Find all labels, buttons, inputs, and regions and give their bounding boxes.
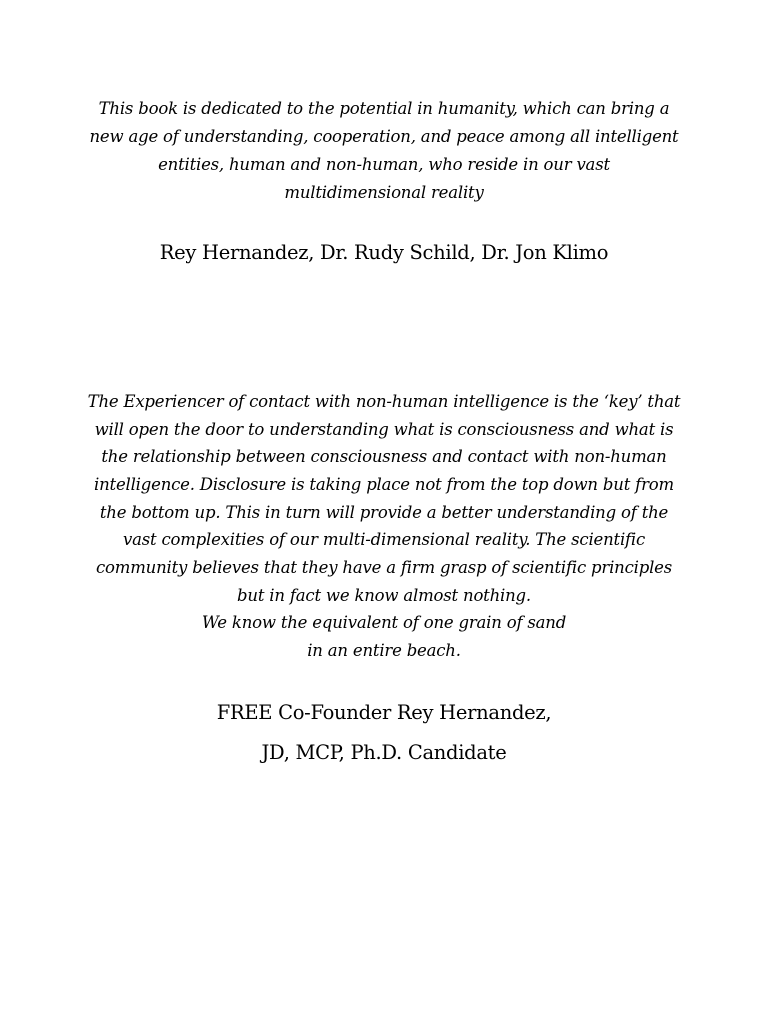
dedication-line: multidimensional reality xyxy=(284,183,484,202)
quote-line: community believes that they have a firm grasp of scientific principles xyxy=(96,558,672,577)
quote-line: The Experiencer of contact with non-human intelligence is the ‘key’ that xyxy=(87,392,681,411)
quote-line: intelligence. Disclosure is taking place not from the top down but from xyxy=(94,475,674,494)
quote-line: the bottom up. This in turn will provide a better understanding of the xyxy=(99,503,669,522)
dedication-line: This book is dedicated to the potential in humanity, which can bring a xyxy=(98,99,670,118)
quote-line: in an entire beach. xyxy=(307,641,461,660)
quote-line: but in fact we know almost nothing. xyxy=(237,586,531,605)
dedication-line: new age of understanding, cooperation, and peace among all intelligent xyxy=(89,127,679,146)
quote-line: We know the equivalent of one grain of sand xyxy=(201,613,567,632)
quote-line: the relationship between consciousness and contact with non-human xyxy=(101,447,667,466)
quote-attribution-credentials: JD, MCP, Ph.D. Candidate xyxy=(261,741,507,764)
dedication-authors: Rey Hernandez, Dr. Rudy Schild, Dr. Jon Klimo xyxy=(159,241,609,264)
dedication-line: entities, human and non-human, who reside in our vast xyxy=(158,155,610,174)
quote-attribution-name: FREE Co-Founder Rey Hernandez, xyxy=(216,701,552,724)
quote-line: vast complexities of our multi-dimensional reality. The scientific xyxy=(122,530,646,549)
quote-line: will open the door to understanding what is consciousness and what is xyxy=(94,420,674,439)
